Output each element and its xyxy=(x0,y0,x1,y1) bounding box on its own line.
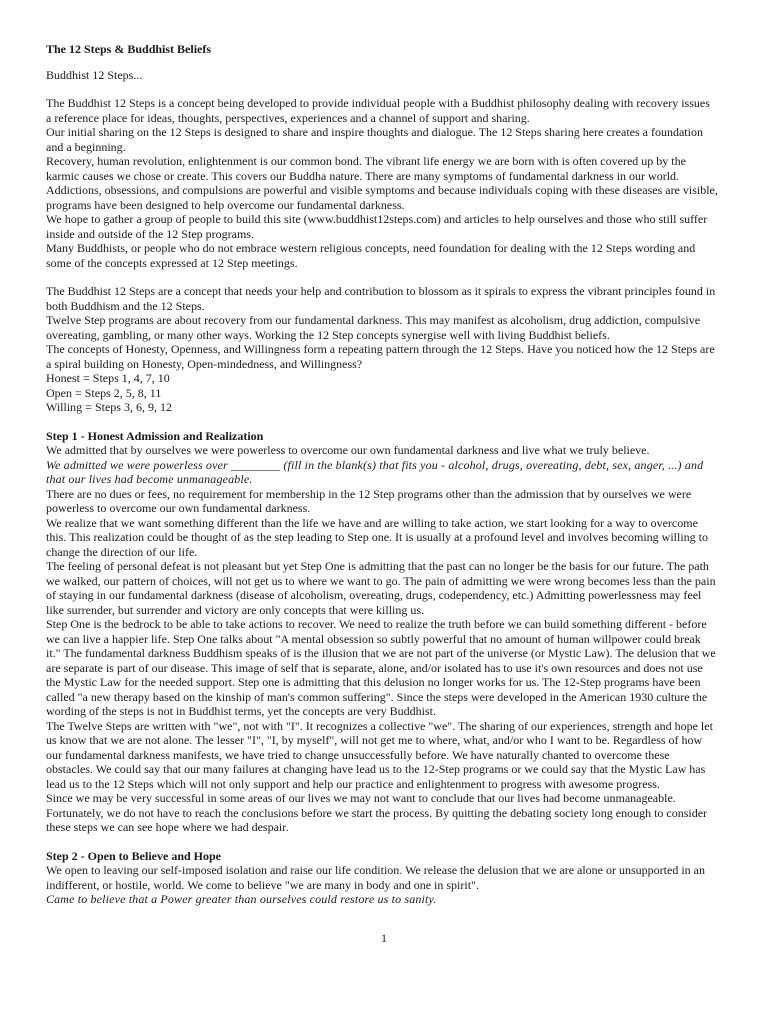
intro-paragraph: The Buddhist 12 Steps are a concept that needs your help and contribution to blossom as it spirals to express the vibrant principles found in both Buddhism and the 12 Steps. xyxy=(46,284,716,313)
intro-paragraph: We hope to gather a group of people to build this site (www.buddhist12steps.com) and articles to help ourselves and those who still suffer inside and outside of the 12 Step programs. xyxy=(46,212,708,241)
willing-steps-line: Willing = Steps 3, 6, 9, 12 xyxy=(46,400,172,414)
intro-paragraph: Recovery, human revolution, enlightenment is our common bond. The vibrant life energy we are born with is often covered up by the karmic causes we chose or create. This covers our Buddha nature. There are many symptoms of fundamental darkness in our world. Addictions, obsessions, and compulsions are powerful and visible symptoms and because individuals coping with these diseases are visible, programs have been designed to help overcome our fundamental darkness. xyxy=(46,154,718,212)
step-2-quote: Came to believe that a Power greater than ourselves could restore us to sanity. xyxy=(46,892,437,906)
step-2-lead: We open to leaving our self-imposed isolation and raise our life condition. We release the delusion that we are alone or unsupported in an indifferent, or hostile, world. We come to believe "we are many in body and one in spirit". xyxy=(46,863,705,892)
step-1-paragraph: The Twelve Steps are written with "we", not with "I". It recognizes a collective "we". The sharing of our experiences, strength and hope let us know that we are not alone. The lesser "I", "I, by myself", will not get me to where, what, and/or who I want to be. Regardless of how our fundamental darkness manifests, we have tried to change unsuccessfully before. We have naturally chanted to overcome these obstacles. We could say that our many failures at changing have lead us to the 12-Step programs or we could say that the Mystic Law has lead us to the 12 Steps which will not only support and help our practice and enlightenment to progress with awesome progress. xyxy=(46,718,713,791)
intro-paragraph: Twelve Step programs are about recovery from our fundamental darkness. This may manifest as alcoholism, drug addiction, compulsive overeating, gambling, or many other ways. Working the 12 Step concepts synergise well with living Buddhist beliefs. xyxy=(46,313,701,342)
step-2-heading: Step 2 - Open to Believe and Hope xyxy=(46,848,222,863)
step-1-quote: We admitted we were powerless over ________ (fill in the blank(s) that fits you - alcohol, drugs, overeating, debt, sex, anger, ...) and that our lives had become unmanageable. xyxy=(46,457,704,486)
open-steps-line: Open = Steps 2, 5, 8, 11 xyxy=(46,385,162,400)
step-1-section xyxy=(46,429,718,835)
intro-section-1 xyxy=(46,96,718,270)
step-1-lead: We admitted that by ourselves we were powerless to overcome our own fundamental darkness and live what we truly believe. xyxy=(46,443,650,457)
document-subtitle: Buddhist 12 Steps... xyxy=(46,68,143,82)
spacer xyxy=(46,415,718,429)
document-title: The 12 Steps & Buddhist Beliefs xyxy=(46,42,212,56)
step-1-paragraph: We realize that we want something different than the life we have and are willing to take action, we start looking for a way to overcome this. This realization could be thought of as the step leading to Step one. It is usually at a profound level and involves becoming willing to change the direction of our life. xyxy=(46,515,708,559)
step-1-heading: Step 1 - Honest Admission and Realization xyxy=(46,428,264,443)
intro-paragraph: Many Buddhists, or people who do not embrace western religious concepts, need foundation for dealing with the 12 Steps wording and some of the concepts expressed at 12 Step meetings. xyxy=(46,241,696,270)
honest-steps-line: Honest = Steps 1, 4, 7, 10 xyxy=(46,371,170,385)
intro-paragraph: The concepts of Honesty, Openness, and Willingness form a repeating pattern through the 12 Steps. Have you noticed how the 12 Steps are a spiral building on Honesty, Open-mindedness, and Willingness? xyxy=(46,342,715,371)
step-1-paragraph: Since we may be very successful in some areas of our lives we may not want to conclude that our lives had become unmanageable. Fortunately, we do not have to reach the conclusions before we start the process. By quitting the debating society long enough to consider these steps we can see hope where we had despair. xyxy=(46,791,708,834)
spacer xyxy=(46,835,718,849)
spacer xyxy=(46,270,718,284)
page-number: 1 xyxy=(381,931,387,945)
step-2-section xyxy=(46,849,718,907)
intro-section-2 xyxy=(46,284,718,415)
step-1-paragraph: The feeling of personal defeat is not pleasant but yet Step One is admitting that the past can no longer be the basis for our future. The path we walked, our pattern of choices, will not get us to where we want to go. The pain of admitting we were wrong becomes less than the pain of staying in our fundamental darkness (disease of alcoholism, overeating, drugs, codependency, etc.) Admitting powerlessness may feel like surrender, but surrender and victory are only concepts that were killing us. xyxy=(46,559,716,617)
step-1-paragraph: Step One is the bedrock to be able to take actions to recover. We need to realize the truth before we can build something different - before we can live a happier life. Step One talks about "A mental obsession so subtly powerful that no amount of human willpower could break it." The fundamental darkness Buddhism speaks of is the illusion that we are not part of the universe (or Mystic Law). The delusion that we are separate is part of our disease. This image of self that is separate, alone, and/or isolated has to use it's own resources and does not use the Mystic Law for the needed support. Step one is admitting that this delusion no longer works for us. The 12-Step programs have been called "a new therapy based on the kinship of man's common suffering". Since the steps were developed in the American 1930 culture the wording of the steps is not in Buddhist terms, yet the concepts are very Buddhist. xyxy=(46,617,716,718)
intro-paragraph: The Buddhist 12 Steps is a concept being developed to provide individual people with a Buddhist philosophy dealing with recovery issues a reference place for ideas, thoughts, perspectives, experiences and a channel of support and sharing. xyxy=(46,96,710,125)
intro-paragraph: Our initial sharing on the 12 Steps is designed to share and inspire thoughts and dialogue. The 12 Steps sharing here creates a foundation and a beginning. xyxy=(46,125,703,154)
step-1-paragraph: There are no dues or fees, no requirement for membership in the 12 Step programs other than the admission that by ourselves we were powerless to overcome our own fundamental darkness. xyxy=(46,486,692,515)
